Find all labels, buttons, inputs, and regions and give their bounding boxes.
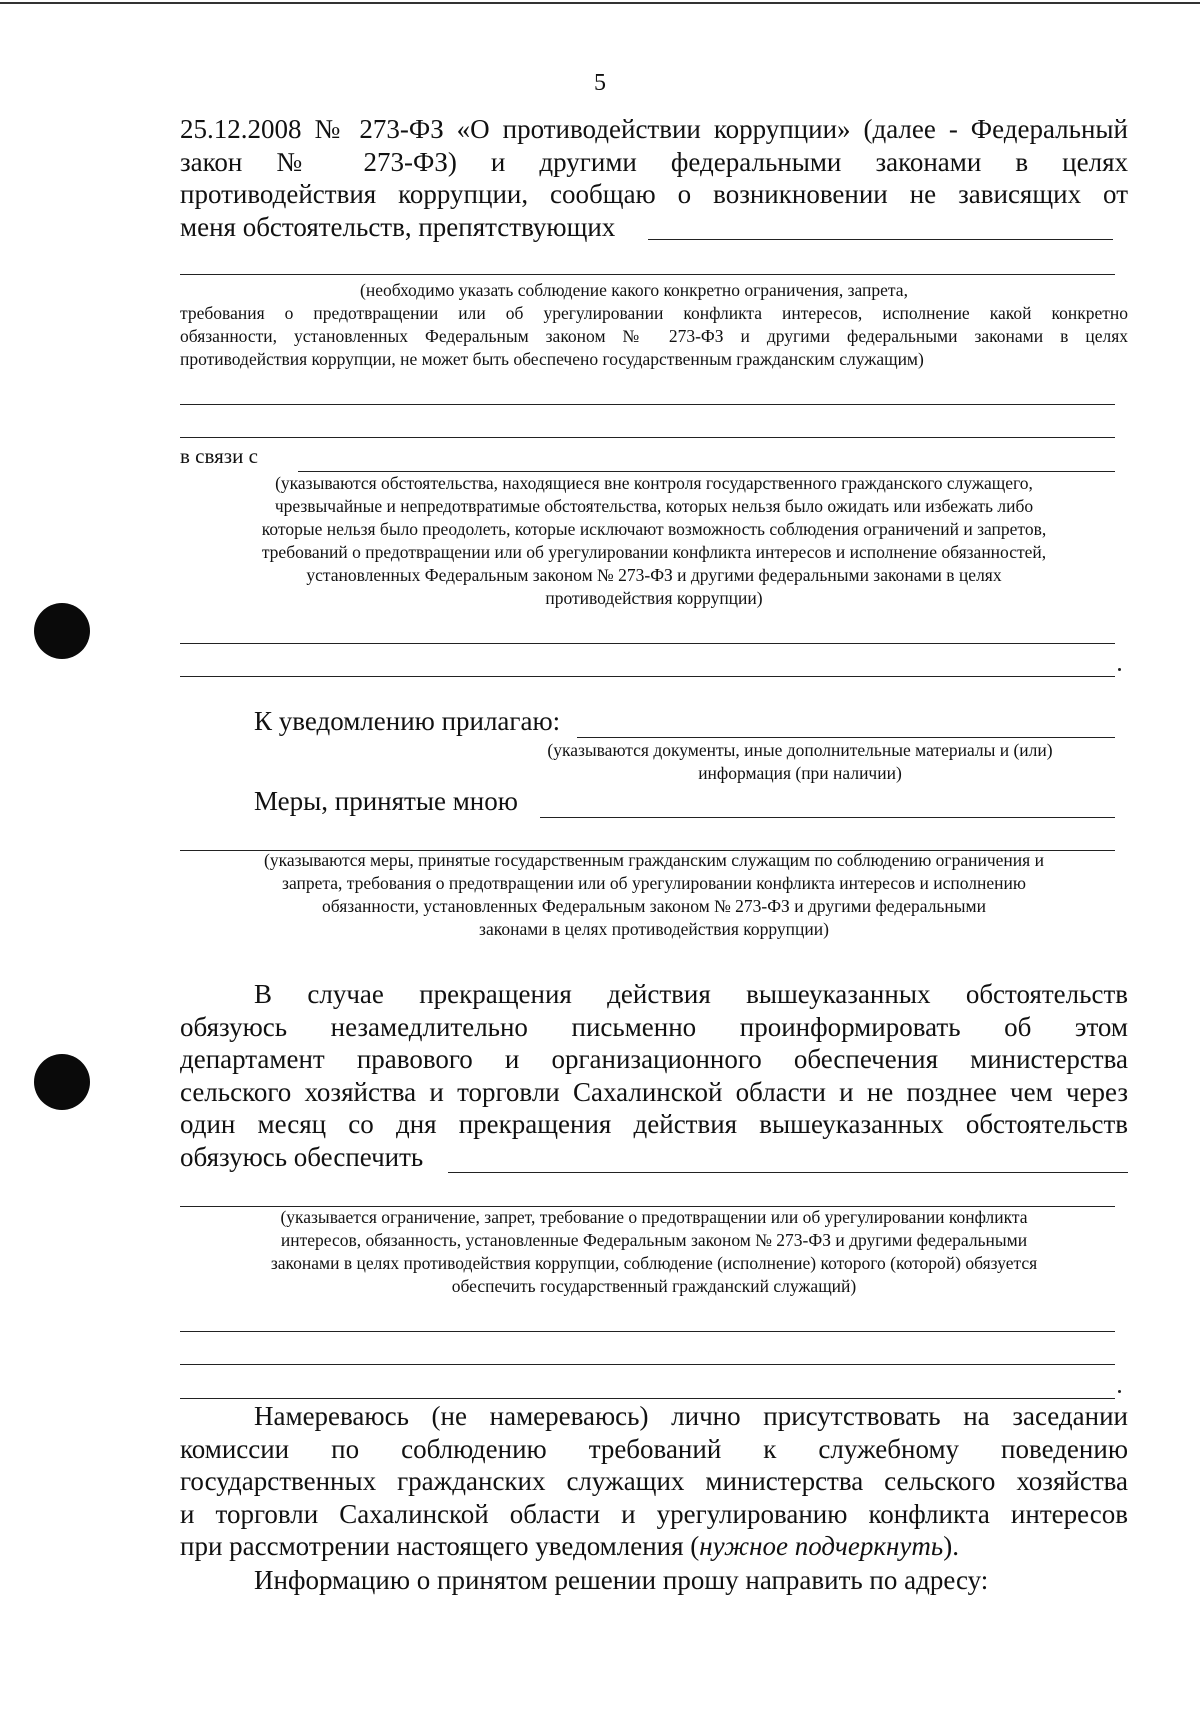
note-measures-line-1: (указываются меры, принятые государственным гражданским служащим по соблюдению ограничения и xyxy=(264,850,1044,870)
fill-line-obstacles-2[interactable] xyxy=(180,274,1115,275)
attendance-line-2: комиссии по соблюдению требований к служебному поведению xyxy=(180,1433,1128,1464)
intro-line-2: закон № 273-ФЗ) и другими федеральными законами в целях xyxy=(180,146,1128,177)
period-mark xyxy=(1118,668,1121,671)
attendance-line-5 xyxy=(180,1530,1128,1563)
note-circumstances-line-2: чрезвычайные и непредотвратимые обстоятельства, которых нельзя было ожидать или избежать либо xyxy=(274,496,1034,516)
intro-paragraph xyxy=(180,113,1128,243)
note-measures-line-2: запрета, требования о предотвращении или об урегулировании конфликта интересов и исполнению xyxy=(282,873,1026,893)
page-number: 5 xyxy=(594,70,606,96)
note-ensure-line-3: законами в целях противодействия коррупции, соблюдение (исполнение) которого (которой) обязуется xyxy=(270,1253,1038,1273)
fill-line-restriction-2[interactable] xyxy=(180,437,1115,438)
note-attachments xyxy=(500,739,1100,785)
note-restriction xyxy=(180,279,1128,371)
attachments-label: К уведомлению прилагаю: xyxy=(254,706,561,736)
obligation-line-2: обязуюсь незамедлительно письменно проинформировать об этом xyxy=(180,1011,1128,1042)
underline-hint: нужное подчеркнуть xyxy=(699,1531,944,1561)
fill-line-attachments[interactable] xyxy=(577,737,1115,738)
note-restriction-line-1: (необходимо указать соблюдение какого конкретно ограничения, запрета, xyxy=(360,280,908,300)
attendance-paragraph xyxy=(180,1400,1128,1563)
binder-hole-lower xyxy=(34,1054,90,1110)
attendance-line-4: и торговли Сахалинской области и урегулированию конфликта интересов xyxy=(180,1498,1128,1529)
obligation-line-3: департамент правового и организационного обеспечения министерства xyxy=(180,1044,1128,1074)
intro-line-4: меня обстоятельств, препятствующих xyxy=(180,211,616,242)
attendance-line-5-start: при рассмотрении настоящего уведомления ( xyxy=(180,1531,700,1561)
fill-line-ensure-5[interactable] xyxy=(180,1398,1115,1399)
fill-line-circumstances-1[interactable] xyxy=(180,643,1115,644)
fill-line-ensure-4[interactable] xyxy=(180,1364,1115,1365)
fill-line-measures[interactable] xyxy=(540,817,1115,818)
note-ensure-line-1: (указывается ограничение, запрет, требование о предотвращении или об урегулировании конфликта xyxy=(280,1207,1028,1227)
obligation-line-5: один месяц со дня прекращения действия вышеуказанных обстоятельств xyxy=(180,1109,1128,1139)
address-paragraph xyxy=(180,1564,1128,1597)
binder-hole-upper xyxy=(34,603,90,659)
attendance-line-1: Намереваюсь (не намереваюсь) лично присутствовать на заседании xyxy=(254,1401,1128,1431)
note-attachments-line-1: (указываются документы, иные дополнительные материалы и (или) xyxy=(547,740,1053,760)
fill-line-ensure[interactable] xyxy=(448,1172,1128,1173)
fill-line-restriction-1[interactable] xyxy=(180,404,1115,405)
attendance-line-5-end: ). xyxy=(943,1531,959,1561)
note-ensure-line-4: обеспечить государственный гражданский служащий) xyxy=(451,1276,857,1296)
note-circumstances-line-3: которые нельзя было преодолеть, которые исключают возможность соблюдения ограничений и запретов, xyxy=(261,519,1047,539)
in-connection-label: в связи с xyxy=(180,444,258,468)
note-attachments-line-2: информация (при наличии) xyxy=(698,763,902,783)
page-top-edge xyxy=(0,2,1200,4)
attendance-line-3: государственных гражданских служащих министерства сельского хозяйства xyxy=(180,1466,1128,1496)
note-ensure xyxy=(180,1206,1128,1298)
note-measures-line-3: обязанности, установленных Федеральным законом № 273-ФЗ и другими федеральными xyxy=(322,896,986,916)
note-measures-line-4: законами в целях противодействия коррупции) xyxy=(479,919,829,939)
obligation-line-4: сельского хозяйства и торговли Сахалинской области и не позднее чем через xyxy=(180,1076,1128,1107)
intro-line-3: противодействия коррупции, сообщаю о возникновении не зависящих от xyxy=(180,179,1128,209)
intro-line-1: 25.12.2008 № 273-ФЗ «О противодействии коррупции» (далее - Федеральный xyxy=(180,114,1128,144)
obligation-line-6: обязуюсь обеспечить xyxy=(180,1141,424,1172)
note-restriction-line-3: обязанности, установленных Федеральным законом № 273-ФЗ и другими федеральными законами в целях xyxy=(180,326,1128,346)
note-circumstances-line-5: установленных Федеральным законом № 273-ФЗ и другими федеральными законами в целях xyxy=(306,565,1002,585)
fill-line-ensure-3[interactable] xyxy=(180,1331,1115,1332)
note-circumstances xyxy=(180,472,1128,610)
note-restriction-line-4: противодействия коррупции, не может быть обеспечено государственным гражданским служащим) xyxy=(180,349,924,369)
obligation-paragraph xyxy=(180,978,1128,1173)
note-circumstances-line-6: противодействия коррупции) xyxy=(545,588,763,608)
measures-label: Меры, принятые мною xyxy=(254,786,518,816)
fill-line-obstacles[interactable] xyxy=(648,239,1113,240)
address-line-1: Информацию о принятом решении прошу направить по адресу: xyxy=(254,1565,989,1595)
note-measures xyxy=(180,849,1128,941)
period-mark-2 xyxy=(1118,1390,1121,1393)
note-circumstances-line-4: требований о предотвращении или об урегулировании конфликта интересов и исполнение обязанностей, xyxy=(261,542,1047,562)
note-ensure-line-2: интересов, обязанность, установленные Федеральным законом № 273-ФЗ и другими федеральными xyxy=(280,1230,1028,1250)
obligation-line-1: В случае прекращения действия вышеуказанных обстоятельств xyxy=(254,979,1128,1009)
note-circumstances-line-1: (указываются обстоятельства, находящиеся вне контроля государственного гражданского служащего, xyxy=(275,473,1033,493)
note-restriction-line-2: требования о предотвращении или об урегулировании конфликта интересов, исполнение какой конкретно xyxy=(180,303,1128,323)
fill-line-circumstances-2[interactable] xyxy=(180,676,1115,677)
